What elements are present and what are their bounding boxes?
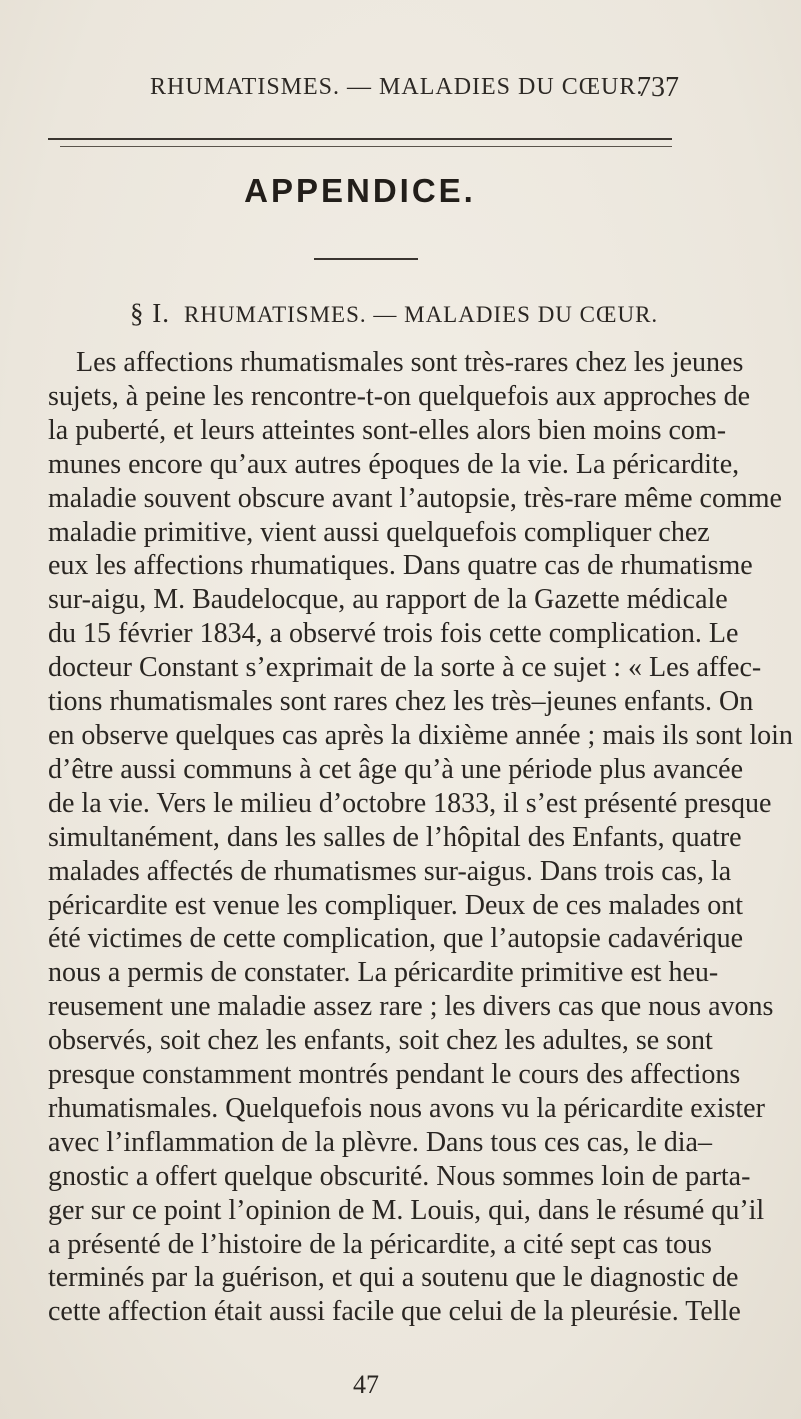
running-head: RHUMATISMES. — MALADIES DU CŒUR. [150,74,644,100]
body-paragraph [48,346,793,1329]
text-line: la puberté, et leurs atteintes sont-elles alors bien moins com- [48,414,727,446]
text-line: eux les affections rhumatiques. Dans quatre cas de rhumatisme [48,550,753,582]
text-line: rhumatismales. Quelquefois nous avons vu la péricardite exister [48,1092,765,1124]
section-mark: § I. [130,298,170,328]
text-line: nous a permis de constater. La péricardite primitive est heu- [48,957,719,989]
text-line: cette affection était aussi facile que celui de la pleurésie. Telle [48,1296,741,1328]
text-line: sur-aigu, M. Baudelocque, au rapport de la Gazette médicale [48,584,728,616]
text-line: gnostic a offert quelque obscurité. Nous sommes loin de parta- [48,1160,751,1192]
text-line: a présenté de l’histoire de la péricardite, a cité sept cas tous [48,1228,712,1260]
text-line: de la vie. Vers le milieu d’octobre 1833, il s’est présenté presque [48,787,772,819]
header-rule [48,138,672,140]
text-line: d’être aussi communs à cet âge qu’à une période plus avancée [48,753,744,785]
text-line: terminés par la guérison, et qui a soutenu que le diagnostic de [48,1262,739,1294]
text-line: du 15 février 1834, a observé trois fois cette complication. Le [48,618,739,650]
header-rule-thin [60,146,672,147]
text-line: avec l’inflammation de la plèvre. Dans tous ces cas, le dia– [48,1126,712,1158]
text-line: en observe quelques cas après la dixième année ; mais ils sont loin [48,719,793,751]
title-divider [314,258,418,260]
appendix-title: APPENDICE. [244,172,476,209]
text-line: été victimes de cette complication, que l’autopsie cadavérique [48,923,744,955]
text-line: sujets, à peine les rencontre-t-on quelquefois aux approches de [48,380,751,412]
text-line: ger sur ce point l’opinion de M. Louis, qui, dans le résumé qu’il [48,1194,765,1226]
section-heading [130,298,690,329]
text-line: munes encore qu’aux autres époques de la vie. La péricardite, [48,448,740,480]
text-line: observés, soit chez les enfants, soit chez les adultes, se sont [48,1025,713,1057]
text-line: reusement une maladie assez rare ; les divers cas que nous avons [48,991,774,1023]
text-line: péricardite est venue les compliquer. Deux de ces malades ont [48,889,744,921]
text-line: Les affections rhumatismales sont très-rares chez les jeunes [76,347,744,378]
section-title: RHUMATISMES. — MALADIES DU CŒUR. [184,302,659,327]
text-line: malades affectés de rhumatismes sur-aigus. Dans trois cas, la [48,855,732,887]
page-number: 737 [637,72,679,103]
text-line: presque constamment montrés pendant le cours des affections [48,1059,741,1091]
text-line: maladie primitive, vient aussi quelquefois compliquer chez [48,516,710,548]
text-line: docteur Constant s’exprimait de la sorte à ce sujet : « Les affec- [48,652,762,684]
signature-mark: 47 [353,1370,379,1399]
text-line: tions rhumatismales sont rares chez les très–jeunes enfants. On [48,686,754,718]
text-line: maladie souvent obscure avant l’autopsie, très-rare même comme [48,482,782,514]
text-line: simultanément, dans les salles de l’hôpital des Enfants, quatre [48,821,742,853]
